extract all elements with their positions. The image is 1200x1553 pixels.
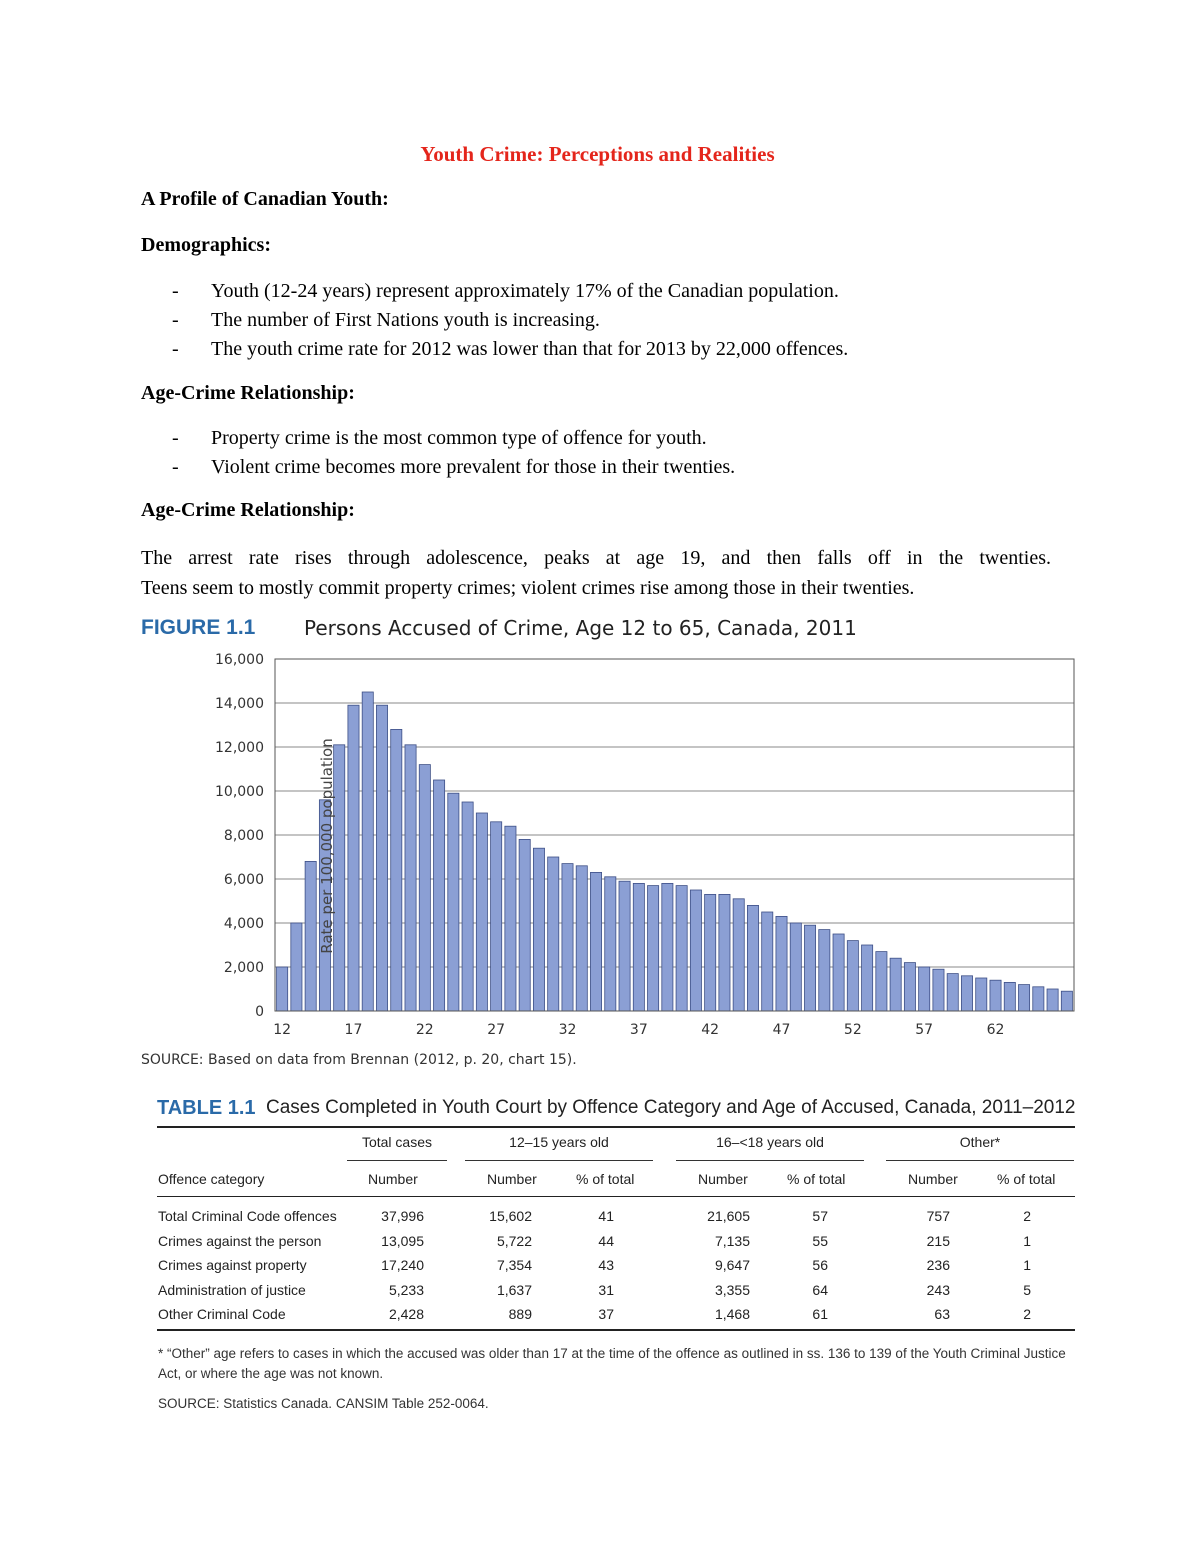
row-header: Offence category	[158, 1171, 265, 1187]
y-tick-label: 8,000	[223, 828, 264, 844]
bar	[705, 894, 716, 1011]
table-cell: 9,647	[714, 1257, 750, 1273]
table-row-label: Administration of justice	[158, 1281, 306, 1298]
bar	[476, 813, 487, 1011]
table-cell: 7,354	[496, 1257, 532, 1273]
bar	[904, 963, 915, 1011]
bar	[776, 916, 787, 1011]
table-footnote: * “Other” age refers to cases in which the accused was older than 17 at the time of the offence as outlined in ss. 136 to 139 of the Youth Criminal Justice Act, or where the age was not known.	[158, 1346, 1066, 1381]
table-cell: 1	[1023, 1257, 1031, 1273]
table-cell: 5	[1023, 1281, 1031, 1298]
bar	[419, 765, 430, 1011]
table-cell: 56	[812, 1257, 828, 1273]
page-title: Youth Crime: Perceptions and Realities	[420, 142, 775, 166]
table-row-label: Crimes against the person	[158, 1232, 322, 1249]
x-tick-label: 17	[344, 1022, 363, 1038]
bar-chart	[150, 648, 1080, 1043]
bar	[847, 941, 858, 1011]
group-header: Total cases	[361, 1134, 433, 1150]
bar	[876, 952, 887, 1011]
bar	[662, 883, 673, 1011]
table-cell: 243	[926, 1281, 950, 1298]
figure-number: FIGURE 1.1	[141, 616, 256, 639]
table-row-label: Total Criminal Code offences	[158, 1208, 337, 1224]
bar	[1019, 985, 1030, 1011]
column-header: % of total	[576, 1171, 635, 1187]
table-cell: 5,722	[496, 1232, 532, 1249]
bar	[990, 980, 1001, 1011]
bar	[947, 974, 958, 1011]
y-tick-label: 0	[255, 1004, 264, 1020]
column-header: Number	[487, 1171, 537, 1187]
figure-title: Persons Accused of Crime, Age 12 to 65, Canada, 2011	[304, 616, 857, 640]
bar	[890, 958, 901, 1011]
y-tick-label: 6,000	[223, 872, 264, 888]
bar	[434, 780, 445, 1011]
x-tick-label: 27	[487, 1022, 506, 1038]
table-cell: 61	[812, 1306, 828, 1322]
table-cell: 889	[508, 1306, 532, 1322]
demographics-heading: Demographics:	[141, 234, 271, 256]
table-cell: 31	[598, 1281, 614, 1298]
column-header: Number	[368, 1171, 418, 1187]
x-tick-label: 62	[986, 1022, 1005, 1038]
table-row-label: Crimes against property	[158, 1257, 307, 1273]
y-tick-label: 16,000	[215, 652, 264, 668]
age-crime-heading-1: Age-Crime Relationship:	[141, 382, 355, 404]
y-tick-label: 4,000	[223, 916, 264, 932]
bar	[747, 905, 758, 1011]
bar	[391, 729, 402, 1011]
bar	[804, 925, 815, 1011]
table-source: SOURCE: Statistics Canada. CANSIM Table 252-0064.	[158, 1396, 489, 1411]
table-row-label: Other Criminal Code	[158, 1306, 286, 1322]
bar	[348, 705, 359, 1011]
column-header: % of total	[787, 1171, 846, 1187]
bar	[819, 930, 830, 1011]
bar	[491, 822, 502, 1011]
table-cell: 55	[812, 1232, 828, 1249]
bar	[719, 894, 730, 1011]
x-tick-label: 32	[558, 1022, 577, 1038]
bar	[1061, 991, 1072, 1011]
table-cell: 43	[598, 1257, 614, 1273]
bar	[519, 839, 530, 1011]
bar	[1004, 982, 1015, 1011]
bar	[362, 692, 373, 1011]
table-cell: 7,135	[714, 1232, 750, 1249]
bar	[1047, 989, 1058, 1011]
bar	[961, 976, 972, 1011]
table-title: Cases Completed in Youth Court by Offence Category and Age of Accused, Canada, 2011–2012	[266, 1097, 1076, 1118]
table-number: TABLE 1.1	[157, 1097, 256, 1119]
profile-heading: A Profile of Canadian Youth:	[141, 188, 389, 210]
y-tick-label: 10,000	[215, 784, 264, 800]
bar	[919, 967, 930, 1011]
x-tick-label: 42	[701, 1022, 720, 1038]
bar	[505, 826, 516, 1011]
x-tick-label: 22	[415, 1022, 434, 1038]
bar	[305, 861, 316, 1011]
bar	[619, 881, 630, 1011]
table-cell: 13,095	[381, 1232, 424, 1249]
group-header: Other*	[959, 1134, 1001, 1150]
bar	[605, 877, 616, 1011]
bar	[933, 969, 944, 1011]
y-tick-label: 12,000	[215, 740, 264, 756]
bar	[790, 923, 801, 1011]
table-cell: 2	[1023, 1306, 1031, 1322]
figure-source: SOURCE: Based on data from Brennan (2012, p. 20, chart 15).	[141, 1052, 577, 1068]
bar	[405, 745, 416, 1011]
bar	[833, 934, 844, 1011]
bar	[562, 864, 573, 1011]
age-crime-heading-2: Age-Crime Relationship:	[141, 499, 355, 521]
bar	[448, 793, 459, 1011]
table-cell: 41	[598, 1208, 614, 1224]
table-cell: 757	[926, 1208, 950, 1224]
bar	[291, 923, 302, 1011]
table-cell: 1,468	[714, 1306, 750, 1322]
table-cell: 15,602	[489, 1208, 532, 1224]
table-cell: 2,428	[388, 1306, 424, 1322]
table-cell: 37	[598, 1306, 614, 1322]
table-cell: 37,996	[381, 1208, 424, 1224]
group-header: 12–15 years old	[509, 1134, 609, 1150]
bar	[676, 886, 687, 1011]
bar	[733, 899, 744, 1011]
bar	[1033, 987, 1044, 1011]
bar	[648, 886, 659, 1011]
x-tick-label: 57	[915, 1022, 934, 1038]
y-tick-label: 2,000	[223, 960, 264, 976]
x-tick-label: 12	[273, 1022, 292, 1038]
table-cell: 5,233	[388, 1281, 424, 1298]
table-cell: 21,605	[707, 1208, 750, 1224]
column-header: % of total	[997, 1171, 1056, 1187]
bar	[690, 890, 701, 1011]
bar	[277, 967, 288, 1011]
column-header: Number	[698, 1171, 748, 1187]
bar	[576, 866, 587, 1011]
table-cell: 3,355	[714, 1281, 750, 1298]
column-header: Number	[908, 1171, 958, 1187]
bar	[548, 857, 559, 1011]
y-tick-label: 14,000	[215, 696, 264, 712]
bar	[590, 872, 601, 1011]
table-cell: 44	[598, 1232, 614, 1249]
table-cell: 215	[926, 1232, 950, 1249]
table-cell: 64	[812, 1281, 828, 1298]
bar	[633, 883, 644, 1011]
table-cell: 2	[1023, 1208, 1031, 1224]
bar	[862, 945, 873, 1011]
table-cell: 17,240	[381, 1257, 424, 1273]
age-crime-paragraph: The arrest rate rises through adolescence, peaks at age 19, and then falls off in the twenties. Teens seem to mostly commit property crimes; violent crimes rise among those in their twenties.	[141, 547, 1051, 599]
bar	[533, 848, 544, 1011]
x-tick-label: 52	[843, 1022, 862, 1038]
table-cell: 63	[934, 1306, 950, 1322]
bar	[976, 978, 987, 1011]
x-tick-label: 47	[772, 1022, 791, 1038]
table-cell: 236	[926, 1257, 950, 1273]
y-axis-label: Rate per 100,000 population	[318, 738, 336, 954]
table-cell: 57	[812, 1208, 828, 1224]
bar	[762, 912, 773, 1011]
x-tick-label: 37	[629, 1022, 648, 1038]
group-header: 16–<18 years old	[716, 1134, 824, 1150]
bar	[376, 705, 387, 1011]
table-cell: 1	[1023, 1232, 1031, 1249]
bar	[462, 802, 473, 1011]
table-cell: 1,637	[496, 1281, 532, 1298]
